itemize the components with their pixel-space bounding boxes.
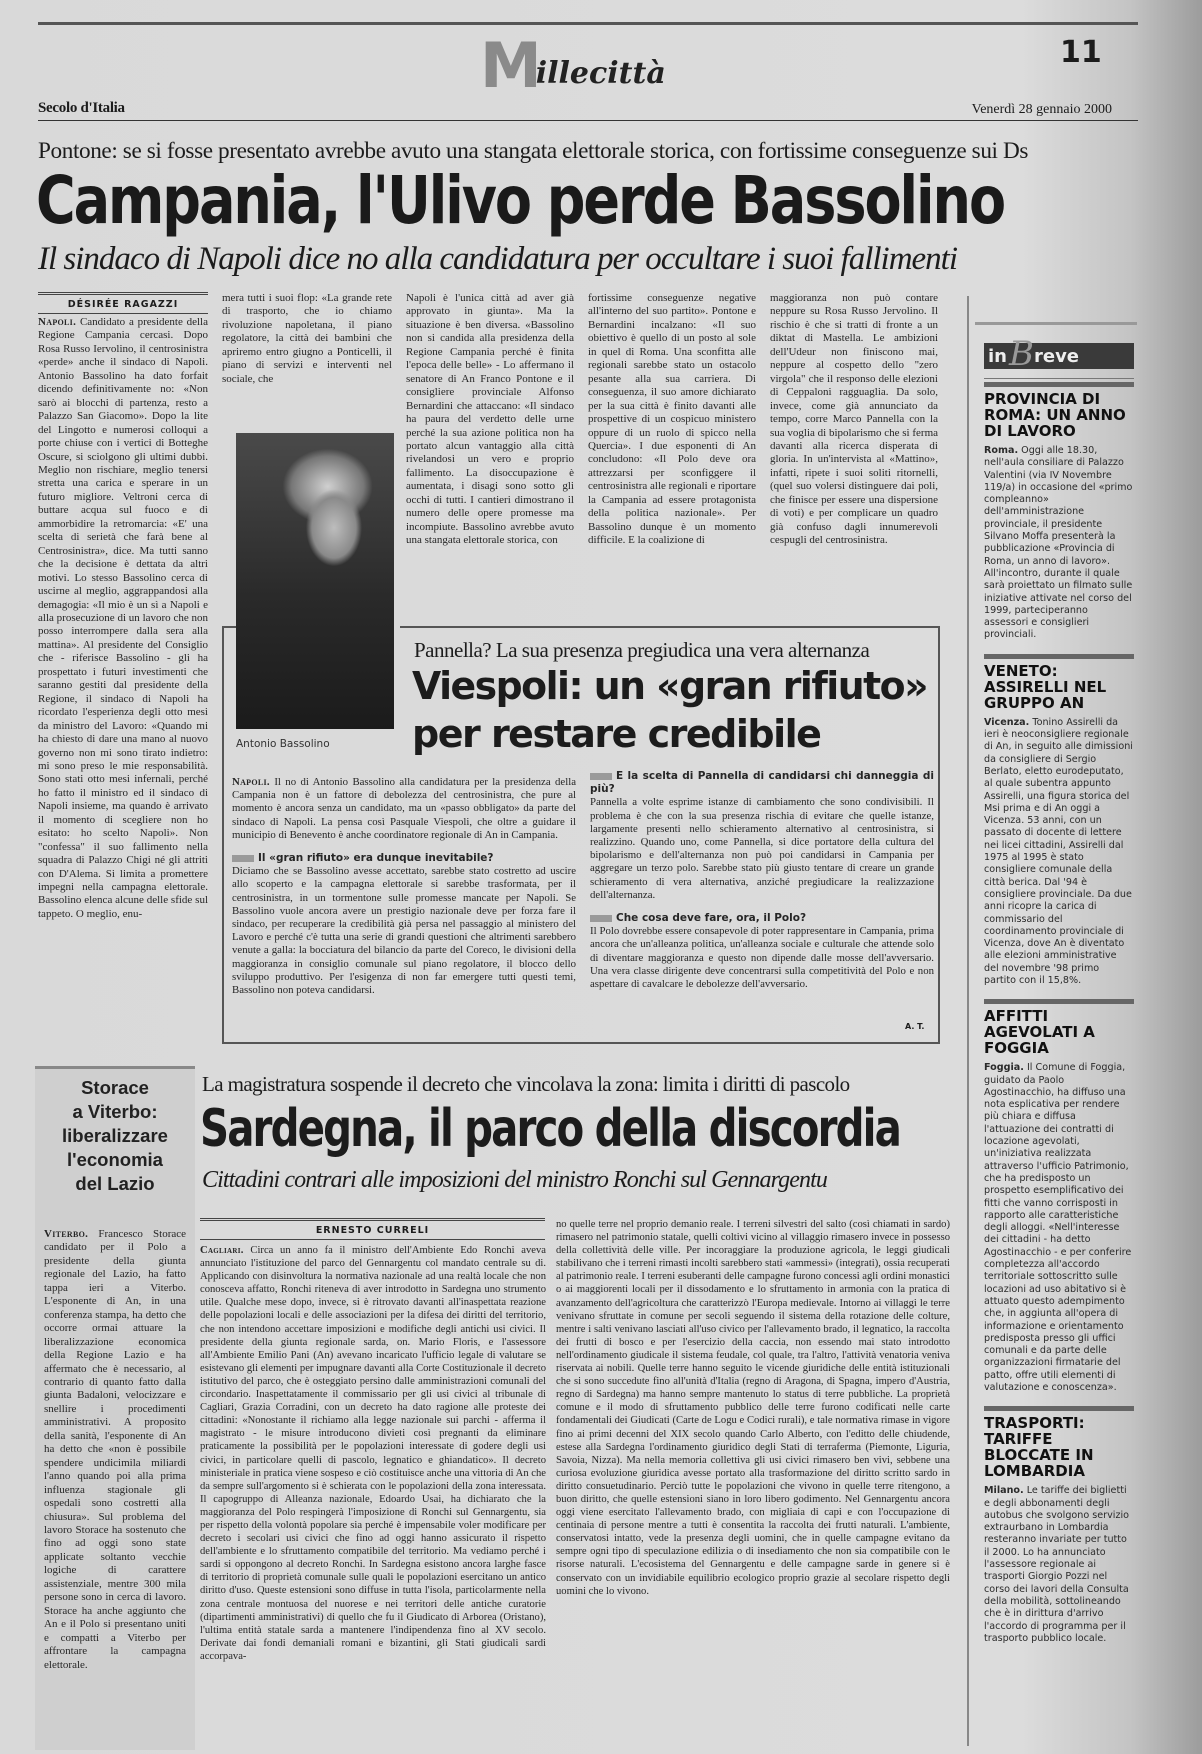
storace-headline (35, 1076, 195, 1196)
lead-byline-box (38, 292, 208, 314)
section-logo-initial: M (480, 29, 542, 102)
brief-headline: TRASPORTI: TARIFFE BLOCCATE IN LOMBARDIA (984, 1406, 1134, 1479)
brief-headline: AFFITTI AGEVOLATI A FOGGIA (984, 999, 1134, 1056)
brief-body: Oggi alle 18.30, nell'aula consiliare di Palazzo Valentini (via IV Novembre 119/a) in occasione del «primo compleanno» dell'amministrazione provinciale, il presidente Silvano Moffa presenterà la pubblicazione «Provincia di Roma, un anno di lavoro». All'incontro, durante il quale sarà proiettato un filmato sulle iniziative attivate nel corso del 1999, parteciperanno assessori e consiglieri provinciali. (984, 445, 1133, 641)
brief-body: Le tariffe dei biglietti e degli abbonamenti degli autobus che svolgono servizio extraurbano in Lombardia resteranno invariate per tutto il 2000. Lo ha annunciato l'assessore regionale ai trasporti Giorgio Pozzi nel corso dei lavori della Consulta della mobilità, sottolineando che è in dirittura d'arrivo l'accordo di programma per il trasporto pubblico locale. (984, 1485, 1130, 1644)
brief-dateline: Milano. (984, 1485, 1024, 1497)
interview-answer: Il Polo dovrebbe essere consapevole di poter rappresentare in Campania, prima ancora che un'alleanza politica, un'alleanza sociale e culturale che attende solo di diventare maggioranza e questo non dipende dalle mosse dell'avversario. Una vera classe dirigente deve concentrarsi sulla competitività del Polo e non aspettare di cavalcare le debolezze dell'avversario. (590, 925, 934, 991)
brief-headline: VENETO: ASSIRELLI NEL GRUPPO AN (984, 654, 1134, 711)
storace-dateline: Viterbo. (44, 1228, 89, 1240)
sardegna-byline: ERNESTO CURRELI (200, 1218, 545, 1240)
lead-text: Napoli è l'unica città ad aver già approvato in giunta». Ma la situazione è ben diversa. «Bassolino non si candida alla presidenza della Regione Campania perché è finita l'epoca delle belle» - Lo affermano il senatore di An Franco Pontone e il consigliere provinciale Alfonso Bernardini che attaccano: «Il sindaco ha paura del verdetto delle urne perché la sua azione politica non ha portato alcun vantaggio alla città rivelandosi un vero e proprio fallimento. La disoccupazione è aumentata, i disagi sono sotto gli occhi di tutti. I cantieri dimostrano il numero delle opere promesse ma incompiute. Bassolino avrebbe avuto una stangata elettorale storica, con (406, 292, 574, 547)
interview-column-2 (590, 770, 934, 1014)
brief-item (984, 1406, 1134, 1645)
interview-signature: A. T. (905, 1022, 925, 1031)
brief-item (984, 654, 1134, 988)
storace-headline-line: del Lazio (75, 1173, 155, 1194)
banner-in: in (988, 346, 1007, 367)
interview-question: Che cosa deve fare, ora, il Polo? (590, 912, 934, 925)
sardegna-text: Circa un anno fa il ministro dell'Ambiente Edo Ronchi aveva annunciato l'istituzione del parco del Gennargentu col mandato centrale su di. Applicando con disinvoltura la normativa nazionale ad una realtà locale che non conosceva affatto, Ronchi riteneva di aver introdotto in Sardegna uno strumento utile. Qualche mese dopo, invece, si è ritrovato davanti all'inaspettata reazione delle popolazioni locali e delle associazioni per la difesa dei diritti del territorio, che non intendono accettare imposizioni e modifiche degli antichi usi civici. Il presidente della giunta regionale sarda, on. Mario Floris, e l'assessore all'Ambiente Emilio Pani (An) avevano incaricato l'ufficio legale di valutare se esistevano gli elementi per impugnare davanti alla Corte Costituzionale il decreto istitutivo del parco, che è osteggiato persino dalle amministrazioni comunali del circondario. Inaspettatamente il commissario per gli usi civici al tribunale di Cagliari, Grazia Corradini, con un decreto ha dato ragione alle proteste dei cittadini: «Nonostante il richiamo alla legge nazionale sui parchi - afferma il magistrato - le misure introducono divieti così pregnanti da eliminare praticamente la possibilità per le popolazioni interessate di godere degli usi civici, in particolare quelli di pascolo, legnatico e ghiandatico». Il decreto ministeriale in pratica viene sospeso e ciò costituisce anche una vittoria di An che da sempre sull'argomento si è schierata con le popolazioni della zona interessata. Il capogruppo di Alleanza nazionale, Edoardo Usai, ha dichiarato che la maggioranza del Polo respingerà l'imposizione di Ronchi sul Gennargentu, sia per rispetto della volontà popolare sia perché è impensabile voler modificare per decreto i secolari usi civici che fino ad oggi hanno assicurato il rispetto dell'ambiente e lo sfruttamento compatibile del territorio. Ma vediamo perché i sardi si oppongono al decreto Ronchi. In Sardegna esistono ancora larghe fasce di territorio di proprietà comunale sulle quali le popolazioni esercitano un antico diritto d'uso. Queste estensioni sono diffuse in tutta l'isola, particolarmente nella zona centrale montuosa del nuorese e nei territori delle antiche curatorie (dipartimenti amministrativi) di quello che fu il Giudicato di Arborea (Oristano), l'ultima entità statale sarda a mantenere l'indipendenza fino al XV secolo. Derivate dai fondi demaniali romani e bizantini, gli Stati giudicali sardi accorpava- (200, 1245, 546, 1662)
lead-kicker: Pontone: se si fosse presentato avrebbe avuto una stangata elettorale storica, con fortissime conseguenze sui Ds (38, 138, 1029, 164)
brief-item (984, 382, 1134, 642)
section-logo-text: illecittà (535, 56, 666, 91)
lead-text: maggioranza non può contare neppure su Rosa Russo Jervolino. Il rischio è che si tratti di fronte a un diktat di Mastella. Le ambizioni dell'Udeur non finiscono mai, neppure al cospetto dello "zero virgola" che il responso delle elezioni di Ceppaloni ragguaglia. Da solo, invece, come già annunciato da tempo, corre Marco Pannella con la sua voglia di bipolarismo che si ferma davanti alla ricerca disperata di gloria. In un'intervista al «Mattino», infatti, ripete i suoi soliti ritornelli, (quel suo volersi distinguere dai poli, che finisce per essere una dispersione di voti) e per complicare un quadro già confuso dagli innumerevoli cespugli del centrosinistra. (770, 292, 938, 547)
brief-headline: PROVINCIA DI ROMA: UN ANNO DI LAVORO (984, 382, 1134, 439)
lead-text: mera tutti i suoi flop: «La grande rete di trasporto, che io chiamo rivoluzione napoletana, il piano regolatore, la città dei bambini che apriremo entro giugno a Ponticelli, il piano di servizi e interventi nel sociale, che (222, 292, 392, 385)
storace-body: Francesco Storace candidato per il Polo a presidente della giunta regionale del Lazio, ha fatto tappa ieri a Viterbo. L'esponente di An, in una conferenza stampa, ha detto che occorre ormai attuare la liberalizzazione economica della Regione Lazio e ha affermato che è necessario, al contrario di quanto fatto dalla giunta Badaloni, velocizzare e snellire i procedimenti amministrativi. A proposito della sanità, l'esponente di An ha detto che «non è possibile spendere undicimila miliardi l'anno quando poi alla prima influenza stagionale gli ospedali sono costretti alla chiusura». Sul problema del lavoro Storace ha sostenuto che fino ad oggi sono state applicate soltanto vecchie logiche di carattere assistenziale, mentre 300 mila persone sono in cerca di lavoro. Storace ha anche aggiunto che An e il Polo si presentano uniti e compatti a Viterbo per affrontare la campagna elettorale. (44, 1228, 186, 1671)
lead-dateline: Napoli. (38, 316, 77, 328)
lead-column-4 (588, 292, 756, 604)
banner-b: B (1008, 334, 1034, 374)
sardegna-subhead: Cittadini contrari alle imposizioni del ministro Ronchi sul Gennargentu (202, 1167, 827, 1193)
lead-text: fortissime conseguenze negative all'interno del suo partito». Pontone e Bernardini incalzano: «Il suo obiettivo è quello di un posto al sole in quel di Roma. Una sconfitta alle regionali sarebbe stato un ostacolo pesante alla sua carriera. Di conseguenza, il suo amore dichiarato per la sua città è finito davanti alle prospettive di un cospicuo ministero oppure di un ruolo di spicco nella Quercia». I due esponenti di An concludono: «Il Polo deve ora attrezzarsi per sconfiggere il centrosinistra alle regionali e riportare la Campania ad essere protagonista della politica nazionale». Per Bassolino dunque è un momento difficile. E la coalizione di (588, 292, 756, 547)
in-breve-list (984, 382, 1134, 1645)
sardegna-kicker: La magistratura sospende il decreto che vincolava la zona: limita i diritti di pascolo (202, 1072, 850, 1096)
photo-caption: Antonio Bassolino (236, 738, 330, 750)
section-logo (480, 29, 666, 102)
sardegna-column-2 (556, 1218, 950, 1746)
storace-headline-line: liberalizzare (62, 1125, 168, 1146)
interview-headline-2: per restare credibile (412, 712, 821, 756)
brief-item (984, 999, 1134, 1394)
interview-dateline: Napoli. (232, 776, 270, 788)
interview-intro: Il no di Antonio Bassolino alla candidatura per la presidenza della Campania non è un fattore di debolezza del centrosinistra, che pure al momento è ancora senza un candidato, ma un «passo obbligato» da parte del sindaco di Napoli. La pensa così Pasquale Viespoli, che oltre a guidare il municipio di Benevento è anche coordinatore regionale di An in Campania. (232, 776, 576, 841)
storace-headline-line: a Viterbo: (72, 1101, 158, 1122)
lead-column-2 (222, 292, 392, 414)
lead-column-5 (770, 292, 938, 604)
sardegna-column-1 (200, 1244, 546, 1744)
in-breve-banner (984, 334, 1134, 374)
lead-subhead: Il sindaco di Napoli dice no alla candidatura per occultare i suoi fallimenti (38, 241, 958, 277)
lead-byline: DÉSIRÉE RAGAZZI (38, 292, 208, 314)
sardegna-dateline: Cagliari. (200, 1245, 244, 1256)
issue-date: Venerdì 28 gennaio 2000 (971, 102, 1112, 117)
storace-headline-line: l'economia (67, 1149, 163, 1170)
interview-question: Il «gran rifiuto» era dunque inevitabile? (232, 852, 576, 865)
page-number: 11 (1060, 35, 1102, 70)
paper-name: Secolo d'Italia (38, 100, 125, 116)
brief-body: Tonino Assirelli da ieri è neoconsigliere regionale di An, in seguito alle dimissioni da consigliere di Sergio Berlato, eletto eurodeputato, al quale subentra appunto Assirelli, una figura storica del Msi prima e di An oggi a Vicenza. 53 anni, con un passato di docente di lettere nei licei cittadini, Assirelli dal 1975 al 1995 è stato consigliere comunale della città berica. Dal '94 è consigliere provinciale. Da due anni ricopre la carica di commissario del coordinamento provinciale di Vicenza, dove An è diventato alle elezioni amministrative del novembre '98 primo partito con il 15,8%. (984, 716, 1133, 986)
banner-rest: reve (1033, 346, 1080, 367)
brief-dateline: Vicenza. (984, 716, 1030, 728)
interview-answer: Pannella a volte esprime istanze di cambiamento che sono condivisibili. Il problema è che con la sua presenza rischia di evitare che quelle istanze, largamente presenti nello schieramento alternativo al centrosinistra, si realizzino. Quando uno, come Pannella, si dice portatore della cultura del bipolarismo e dell'alternanza non può poi candidarsi in Campania per aggregare un terzo polo. Sarebbe stato più giusto tentare di creare un grande schieramento di vera alternativa, anziché pregiudicare la realizzazione dell'alternanza. (590, 796, 934, 901)
lead-headline: Campania, l'Ulivo perde Bassolino (36, 162, 1005, 239)
lead-text: Candidato a presidente della Regione Campania cercasi. Dopo Rosa Russo Iervolino, il centrosinistra «perde» anche il sindaco di Napoli. Antonio Bassolino ha dato forfait dicendo definitivamente no: «Non sarò ai blocchi di partenza, resto a Palazzo San Giacomo». Dopo la lite del Lingotto e numerosi colloqui a porte chiuse con i vertici di Botteghe Oscure, si sciolgono gli ultimi dubbi. Meglio non rischiare, meglio tenersi stretta una carica e sperare in un futuro migliore. Veltroni cerca di buttare acqua sul fuoco e di ammorbidire la retromarcia: «E' una scelta di serietà che farà bene al Centrosinistra», dice. Ma tutti sanno che la decisione è dettata da altri motivi. Lo stesso Bassolino cerca di uscirne al meglio, aggrappandosi alla demagogia: «Il mio è un sì a Napoli e alla prosecuzione di un lavoro che non posso interrompere dalla sera alla mattina». Al presidente del Consiglio che - riferisce Bassolino - gli ha prospettato i futuri investimenti che saranno gestiti dal presidente della Regione, il sindaco di Napoli ha ricordato l'esperienza degli otto mesi da ministro del Lavoro: «Quando mi ha chiesto di dare una mano al nuovo governo non mi sono tirato indietro: mi sono preso le mie responsabilità. Sono stati otto mesi infernali, perché ho fatto il ministro ed il sindaco di Napoli insieme, ma quando è arrivato il momento di scegliere non ho esitato: ho scelto Napoli». Non "confessa" il suo fallimento nella squadra di Palazzo Chigi né gli attriti con D'Alema. Si limita a promettere impegni nella campagna elettorale. Bassolino elenca alcune delle sfide sul tappeto. O meglio, enu- (38, 316, 208, 920)
interview-headline-1: Viespoli: un «gran rifiuto» (412, 664, 928, 708)
sardegna-headline: Sardegna, il parco della discordia (200, 1099, 901, 1159)
sardegna-text: no quelle terre nel proprio demanio reale. I terreni silvestri del salto (così chiamati in sardo) rimasero nel patrimonio statale, quelli coltivi vicino al villaggio rimasero invece in possesso della collettività delle ville. Per incoraggiare la produzione agricola, le leggi giudicali stabilivano che i terreni rimasti incolti sarebbero stati «ammessi» (integrati), ossia recuperati al patrimonio reale. I terreni esuberanti delle campagne furono concessi agli ordini monastici o ai maggiorenti locali per il dissodamento e lo sfruttamento in armonia con la pratica di avanzamento dell'agricoltura che caratterizzò l'Europa medievale. Intorno ai villaggi le terre venivano sfruttate in comune per secoli seguendo il sistema della rotazione delle colture, mentre i salti venivano lasciati all'uso civico per l'allevamento brado, il legnatico, la raccolta dei frutti di bosco e per l'esercizio della caccia, non essendo mai stato introdotto nell'ordinamento giudicale il sistema feudale, col quale, tra l'altro, l'attività venatoria veniva riservata ai nobili. Quelle terre hanno seguito le vicende giuridiche delle entità istituzionali che si sono succedute fino all'unità d'Italia (regno di Aragona, di Spagna, impero d'Austria, regno di Sardegna) ma hanno sempre mantenuto lo status di terre pubbliche. La proprietà comune e il modo di sfruttamento pubblico delle terre furono codificati nelle carte fondamentali dei Giudicati (Carte de Logu e Codici rurali), e tale normativa rimase in vigore fino ai primi decenni del XIX secolo quando Carlo Alberto, con l'editto delle chiudende, estese alla Sardegna l'ordinamento giuridico degli Stati di terraferma (Piemonte, Liguria, Savoia, Nizza). Ma nella memoria collettiva gli usi civici rimasero ben vivi, sebbene una curiosa evoluzione giuridica avesse portato alla trasformazione del diritto scritto sardo in diritto consuetudinario. Perciò tutte le popolazioni che vivono in quelle terre ritengono, a buon diritto, che quelle estensioni siano in loro libero godimento. Nel Gennargentu ancora oggi viene esercitato l'allevamento brado, con migliaia di capi e con l'occupazione di centinaia di persone mentre a tutti è consentita la raccolta dei frutti naturali. L'ambiente, conservatosi intatto, vede la presenza degli uomini, che in quelle campagne evitano da sempre ogni tipo di speculazione edilizia o di insediamento che non sia compatibile con le risorse naturali. L'ecosistema del Gennargentu e delle campagne sarde in genere si è conservato con un invidiabile equilibrio ecologico proprio grazie al secolare rispetto degli uomini che lo vivono. (556, 1219, 950, 1597)
brief-body: Il Comune di Foggia, guidato da Paolo Agostinacchio, ha diffuso una nota esplicativa per rendere più chiara e diffusa l'attuazione dei contratti di locazione agevolati, un'iniziativa realizzata attraverso l'ufficio Patrimonio, che ha predisposto un prospetto esemplificativo dei fitti che vanno corrisposti in rapporto alle caratteristiche degli alloggi. «Nell'interesse dei cittadini - ha detto Agostinacchio - e per conferire completezza all'accordo territoriale sottoscritto sulle locazioni ad uso abitativo si è attuato questo adempimento che, in aggiunta all'opera di informazione e orientamento predisposta presso gli uffici comunali e da parte delle organizzazioni firmatarie del patto, offre utili elementi di valutazione e conoscenza». (984, 1062, 1132, 1393)
lead-column-3 (406, 292, 574, 604)
interview-kicker: Pannella? La sua presenza pregiudica una vera alternanza (414, 638, 870, 662)
brief-dateline: Roma. (984, 445, 1019, 456)
interview-question: E la scelta di Pannella di candidarsi chi danneggia di più? (590, 770, 934, 796)
brief-dateline: Foggia. (984, 1062, 1024, 1074)
interview-answer: Diciamo che se Bassolino avesse accettato, sarebbe stato costretto ad uscire allo scoperto e la campagna elettorale si sarebbe trasformata, per il centrosinistra, in un tormentone sulle promesse mancate per Napoli. Se Bassolino vuole ancora avere un prestigio nazionale deve per forza fare il sindaco, per recuperare la credibilità già persa nel passaggio al ministero del Lavoro e perché c'è tutta una serie di grandi questioni che altrimenti sarebbero venute a galla: la bocciatura del bilancio da parte del Coreco, le divisioni della maggioranza in consiglio comunale sul piano regolatore, il blocco dello sviluppo produttivo. Per l'esigenza di non far emergere tutti questi temi, Bassolino non poteva candidarsi. (232, 865, 576, 997)
storace-headline-line: Storace (81, 1077, 149, 1098)
lead-column-1 (38, 316, 208, 1040)
sardegna-byline-box (200, 1218, 545, 1240)
storace-text (44, 1228, 186, 1744)
interview-column-1 (232, 776, 576, 1034)
